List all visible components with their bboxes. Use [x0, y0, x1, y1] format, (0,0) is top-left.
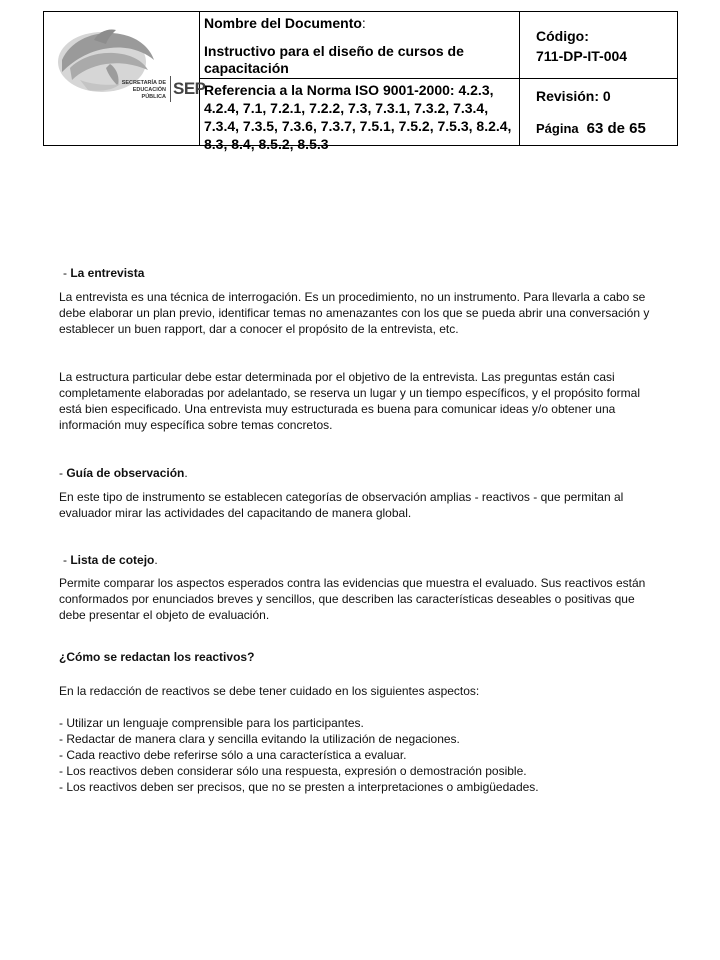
doc-name-colon: : [361, 15, 366, 31]
reactivos-list [59, 715, 659, 795]
heading-entrevista-dash: - [63, 266, 67, 280]
list-item: - Los reactivos deben ser precisos, que no se presten a interpretaciones o ambigüedades. [59, 780, 539, 794]
revision-label: Revisión: 0 [536, 88, 611, 104]
header-middle-cell [200, 12, 520, 152]
paragraph-reactivos-intro [59, 683, 659, 699]
paragraph-guia-text: En este tipo de instrumento se establecen categorías de observación amplias - reactivos - que permitan al evaluador mirar las actividades del capacitando de manera global. [59, 490, 624, 520]
page-label: Página [536, 121, 579, 136]
iso-reference: Referencia a la Norma ISO 9001-2000: 4.2.3, 4.2.4, 7.1, 7.2.1, 7.2.2, 7.3, 7.3.1, 7.3.2, 7.3.4, 7.3.4, 7.3.5, 7.3.6, 7.3.7, 7.5.1, 7.5.2, 7.5.3, 8.2.4, 8.3, 8.4, 8.5.2, 8.5.3 [204, 82, 512, 152]
paragraph-lista [59, 575, 659, 623]
paragraph-lista-text: Permite comparar los aspectos esperados contra las evidencias que muestra el evaluado. Sus reactivos están conformados por enunciados breves y sencillos, que describen las características deseables o positivas que debe presentar el objeto de evaluación. [59, 576, 646, 622]
list-item: - Cada reactivo debe referirse sólo a una característica a evaluar. [59, 748, 407, 762]
heading-lista-text: Lista de cotejo [70, 553, 155, 567]
heading-guia [59, 466, 188, 480]
logo-separator [170, 76, 171, 102]
list-item: - Utilizar un lenguaje comprensible para los participantes. [59, 716, 364, 730]
heading-reactivos: ¿Cómo se redactan los reactivos? [59, 650, 255, 664]
header-right-divider [520, 78, 677, 79]
heading-entrevista [63, 266, 144, 280]
page-number: 63 de 65 [586, 120, 646, 137]
heading-guia-dash: - [59, 466, 63, 480]
code-value: 711-DP-IT-004 [536, 48, 628, 64]
heading-entrevista-text: La entrevista [70, 266, 145, 280]
paragraph-entrevista-2-text: La estructura particular debe estar determinada por el objetivo de la entrevista. Las preguntas están casi completamente elaboradas por adelantado, se reserva un lugar y un tiempo específicos, y el propósito formal está bien especificado. Una entrevista muy estructurada es buena para comunicar ideas y/o obtener una información muy específica sobre temas concretos. [59, 370, 640, 432]
heading-guia-period: . [184, 466, 188, 480]
heading-lista-dash: - [63, 553, 67, 567]
document-header-table [43, 11, 678, 152]
doc-name-label [204, 15, 366, 31]
heading-lista-period: . [154, 553, 158, 567]
heading-lista [63, 553, 158, 567]
paragraph-entrevista-1-text: La entrevista es una técnica de interrogación. Es un procedimiento, no un instrumento. Para llevarla a cabo se debe elaborar un plan previo, identificar temas no amenazantes con los que se pueda abrir una conversación y establecer un buen rapport, dar a conocer el propósito de la entrevista, etc. [59, 290, 650, 336]
list-item: - Los reactivos deben considerar sólo una respuesta, expresión o demostración posible. [59, 764, 527, 778]
logo-line-2: EDUCACIÓN [132, 87, 166, 93]
logo-line-1: SECRETARÍA DE [121, 80, 166, 86]
heading-guia-text: Guía de observación [66, 466, 185, 480]
paragraph-reactivos-intro-text: En la redacción de reactivos se debe tener cuidado en los siguientes aspectos: [59, 684, 480, 698]
doc-name-label-text: Nombre del Documento [204, 15, 362, 31]
code-label: Código: [536, 28, 589, 44]
header-right-cell [520, 12, 677, 145]
doc-title: Instructivo para el diseño de cursos de capacitación [204, 43, 464, 76]
paragraph-guia [59, 489, 659, 521]
logo-cell [44, 12, 206, 145]
logo-abbr: SEP [173, 79, 206, 98]
logo-line-3: PÚBLICA [141, 94, 166, 100]
header-middle-divider [200, 78, 519, 79]
paragraph-entrevista-1 [59, 289, 659, 337]
page-indicator [536, 120, 646, 137]
logo-text-block [110, 80, 166, 101]
paragraph-entrevista-2 [59, 369, 659, 433]
list-item: - Redactar de manera clara y sencilla evitando la utilización de negaciones. [59, 732, 460, 746]
